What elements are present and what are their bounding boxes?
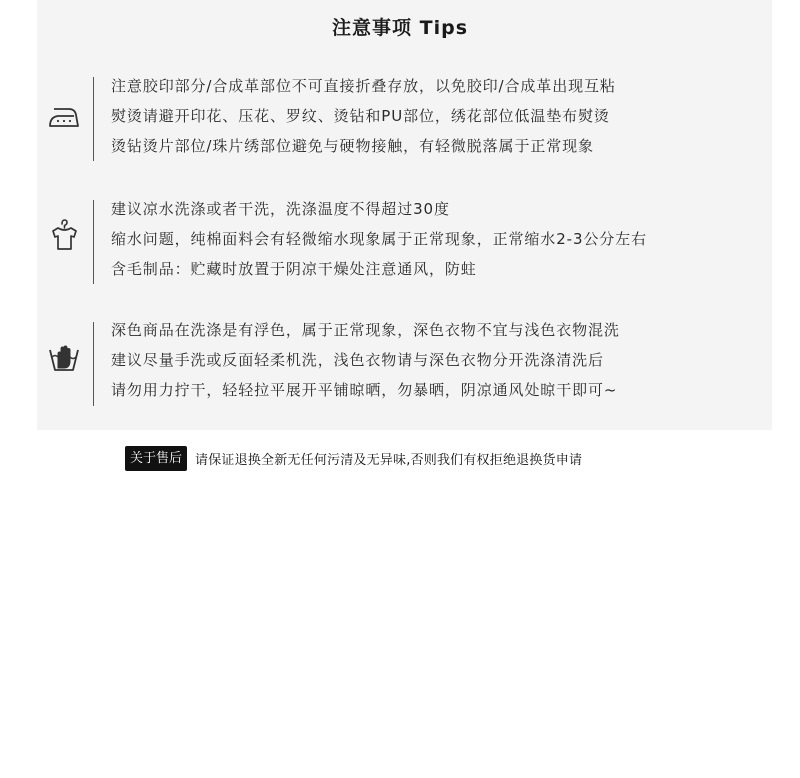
after-sale-notice	[125, 446, 582, 471]
tip-line: 注意胶印部分/合成革部位不可直接折叠存放，以免胶印/合成革出现互粘	[111, 77, 616, 95]
tip-line: 建议凉水洗涤或者干洗，洗涤温度不得超过30度	[111, 200, 450, 218]
hanging-shirt-icon	[45, 218, 83, 252]
after-sale-badge: 关于售后	[125, 446, 187, 471]
tip-line: 深色商品在洗涤是有浮色，属于正常现象，深色衣物不宜与浅色衣物混洗	[111, 321, 620, 339]
hand-wash-icon	[45, 341, 83, 373]
section-text	[111, 71, 616, 161]
tip-line: 缩水问题，纯棉面料会有轻微缩水现象属于正常现象，正常缩水2-3公分左右	[111, 230, 648, 248]
tip-line: 熨烫请避开印花、压花、罗纹、烫钻和PU部位，绣花部位低温垫布熨烫	[111, 107, 610, 125]
tip-line: 请勿用力拧干，轻轻拉平展开平铺晾晒，勿暴晒，阴凉通风处晾干即可~	[111, 381, 618, 399]
after-sale-text: 请保证退换全新无任何污清及无异味,否则我们有权拒绝退换货申请	[195, 453, 583, 468]
tip-line: 含毛制品：贮藏时放置于阴凉干燥处注意通风，防蛀	[111, 260, 477, 278]
tip-line: 烫钻烫片部位/珠片绣部位避免与硬物接触，有轻微脱落属于正常现象	[111, 137, 594, 155]
page-title: 注意事项 Tips	[332, 17, 468, 39]
section-divider	[93, 322, 94, 406]
section-text	[111, 194, 647, 284]
tip-line: 建议尽量手洗或反面轻柔机洗，浅色衣物请与深色衣物分开洗涤清洗后	[111, 351, 604, 369]
iron-icon	[45, 101, 83, 131]
section-text	[111, 315, 620, 405]
section-divider	[93, 77, 94, 161]
section-divider	[93, 200, 94, 284]
